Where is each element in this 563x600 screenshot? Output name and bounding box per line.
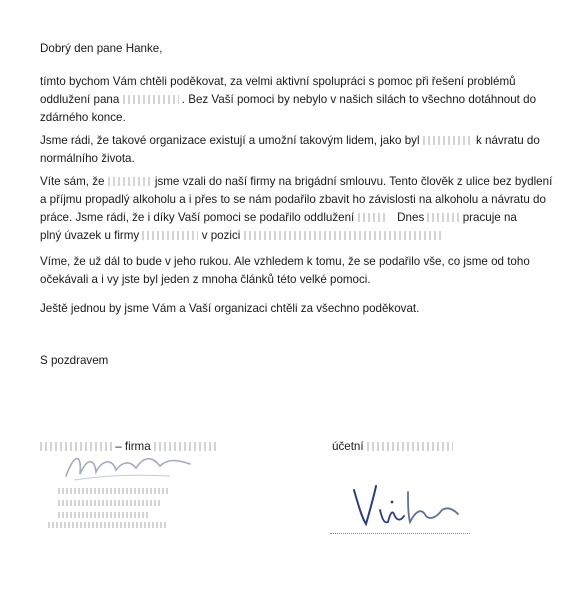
stamp-line <box>58 500 160 506</box>
stamp-line <box>48 522 166 528</box>
stamp-line <box>58 488 168 494</box>
signature-right-scribble <box>346 480 476 532</box>
signature-right-label: účetní <box>332 438 453 456</box>
signature-left-label: – firma <box>40 438 216 456</box>
redacted-name <box>367 442 453 451</box>
paragraph-final-thanks: Ještě jednou by jsme Vám a Vaší organizaci chtěli za všechno poděkovat. <box>40 302 420 315</box>
redacted-name <box>358 213 388 222</box>
closing: S pozdravem <box>40 354 109 367</box>
paragraph-organizations: Jsme rádi, že takové organizace existují a umožní takovým lidem, jako byl k návratu do normálního života. <box>40 134 540 165</box>
signature-line <box>330 533 470 534</box>
redacted-name <box>423 136 473 145</box>
paragraph-thanks: tímto bychom Vám chtěli poděkovat, za velmi aktivní spolupráci s pomoc při řešení problémů oddlužení pana . Bez Vaší pomoci by nebylo v našich silách to všechno dotáhnout do zdárného konce. <box>40 75 537 124</box>
greeting: Dobrý den pane Hanke, <box>40 42 163 55</box>
signature-left-scribble <box>60 446 200 486</box>
redacted-company <box>142 231 198 240</box>
redacted-name <box>427 213 459 222</box>
stamp-line <box>58 512 150 518</box>
paragraph-future: Víme, že už dál to bude v jeho rukou. Ale vzhledem k tomu, že se podařilo vše, co jsme od toho očekávali a i vy jste byl jeden z mnoha článků této velké pomoci. <box>40 255 530 286</box>
redacted-name <box>123 95 179 104</box>
paragraph-story: Víte sám, že jsme vzali do naší firmy na brigádní smlouvu. Tento člověk z ulice bez bydlení a příjmu propadlý alkoholu a i přes to se nám podařilo zbavit ho závislosti na alkoholu a návratu do práce. Jsme rádi, že i díky Vaší pomoci se podařilo oddlužení Dnes pracuje na plný úvazek u firmy v pozici <box>40 175 553 242</box>
redacted-name <box>108 177 152 186</box>
redacted-position <box>244 231 444 240</box>
